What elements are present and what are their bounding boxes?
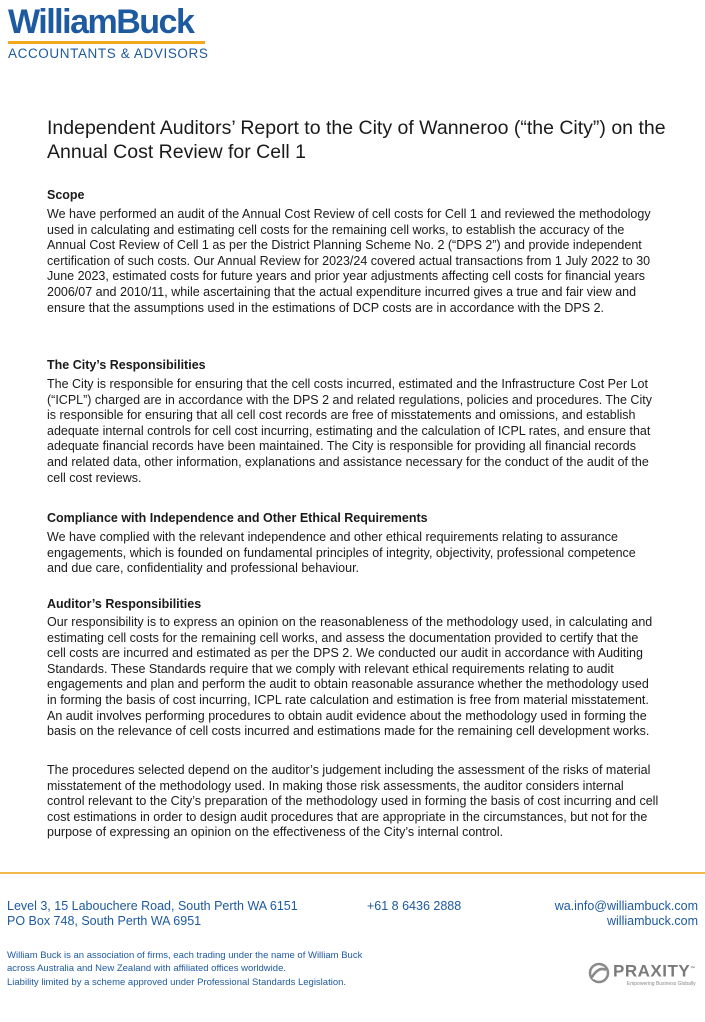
city-responsibilities-heading: The City’s Responsibilities	[47, 358, 206, 372]
praxity-tagline: Empowering Business Globally	[626, 980, 696, 987]
compliance-heading: Compliance with Independence and Other Ethical Requirements	[47, 511, 428, 525]
auditor-responsibilities-body: Our responsibility is to express an opinion on the reasonableness of the methodology used, in calculating and estimating cell costs for the remaining cell works, and assess the documentation provided to certify that the cell costs are incurred and estimated as per the DPS 2. We conducted our audit in accordance with Auditing Standards. These Standards require that we comply with relevant ethical requirements relating to audit engagements and plan and perform the audit to obtain reasonable assurance whether the methodology used in forming the basis of cost incurring, ICPL rate calculation and estimation is free from material misstatement. An audit involves performing procedures to obtain audit evidence about the methodology used in forming the basis on the relevance of cell costs incurred and estimations made for the remaining cell development works.	[47, 615, 653, 739]
praxity-name: PRAXITY	[613, 961, 691, 981]
praxity-mark-icon	[588, 962, 610, 984]
footer-website[interactable]: williambuck.com	[607, 914, 698, 928]
scope-heading: Scope	[47, 188, 85, 202]
william-buck-logo	[8, 2, 208, 61]
logo-tagline: ACCOUNTANTS & ADVISORS	[8, 46, 209, 61]
footer-contact	[555, 899, 698, 929]
city-responsibilities-body: The City is responsible for ensuring that the cell costs incurred, estimated and the Infrastructure Cost Per Lot (“ICPL”) charged are in accordance with the DPS 2 and related regulations, policies and procedures. The City is responsible for ensuring that all cell cost records are free of misstatements and omissions, and establish adequate internal controls for cell cost incurring, estimating and the calculation of ICPL rates, and ensure that adequate financial records have been maintained. The City is responsible for providing all financial records and related data, other information, explanations and assistance necessary for the conduct of the audit of the cell cost reviews.	[47, 377, 652, 485]
praxity-trademark: ™	[690, 966, 696, 972]
footer-divider	[0, 872, 705, 874]
footer-address-line2: PO Box 748, South Perth WA 6951	[7, 914, 202, 928]
footer-association-line2: across Australia and New Zealand with affiliated offices worldwide.	[7, 962, 286, 974]
footer-address-line1: Level 3, 15 Labouchere Road, South Perth WA 6151	[7, 899, 298, 913]
auditor-responsibilities-heading: Auditor’s Responsibilities	[47, 597, 202, 611]
footer-phone: +61 8 6436 2888	[367, 899, 462, 913]
footer-association-line1: William Buck is an association of firms, each trading under the name of William Buck	[7, 950, 363, 961]
scope-body: We have performed an audit of the Annual Cost Review of cell costs for Cell 1 and reviewed the methodology used in calculating and estimating cell costs for the remaining cell works, to establish the accuracy of the Annual Cost Review of Cell 1 as per the District Planning Scheme No. 2 (“DPS 2”) and provide independent certification of such costs. Our Annual Review for 2023/24 covered actual transactions from 1 July 2022 to 30 June 2023, estimated costs for future years and prior year adjustments affecting cell costs for financial years 2006/07 and 2010/11, while ascertaining that the actual expenditure incurred gives a true and fair view and ensure that the assumptions used in the estimations of DCP costs are in accordance with the DPS 2.	[47, 207, 651, 315]
praxity-logo	[588, 960, 696, 987]
footer-email[interactable]: wa.info@williambuck.com	[554, 899, 698, 913]
auditor-procedures-body: The procedures selected depend on the auditor’s judgement including the assessment of the risks of material misstatement of the methodology used. In making those risk assessments, the auditor considers internal control relevant to the City’s preparation of the methodology used in forming the basis of cost incurring and cell cost estimations in order to design audit procedures that are appropriate in the circumstances, but not for the purpose of expressing an opinion on the effectiveness of the City’s internal control.	[47, 763, 659, 840]
footer-liability: Liability limited by a scheme approved under Professional Standards Legislation.	[7, 977, 347, 988]
footer-association	[7, 950, 362, 975]
footer-address	[7, 899, 298, 929]
logo-name: WilliamBuck	[8, 3, 194, 41]
report-title: Independent Auditors’ Report to the City of Wanneroo (“the City”) on the Annual Cost Review for Cell 1	[47, 117, 666, 163]
praxity-text-block	[613, 960, 696, 987]
praxity-wordmark	[613, 960, 696, 981]
compliance-body: We have complied with the relevant independence and other ethical requirements relating to assurance engagements, which is founded on fundamental principles of integrity, objectivity, professional competence and due care, confidentiality and professional behaviour.	[47, 530, 636, 576]
